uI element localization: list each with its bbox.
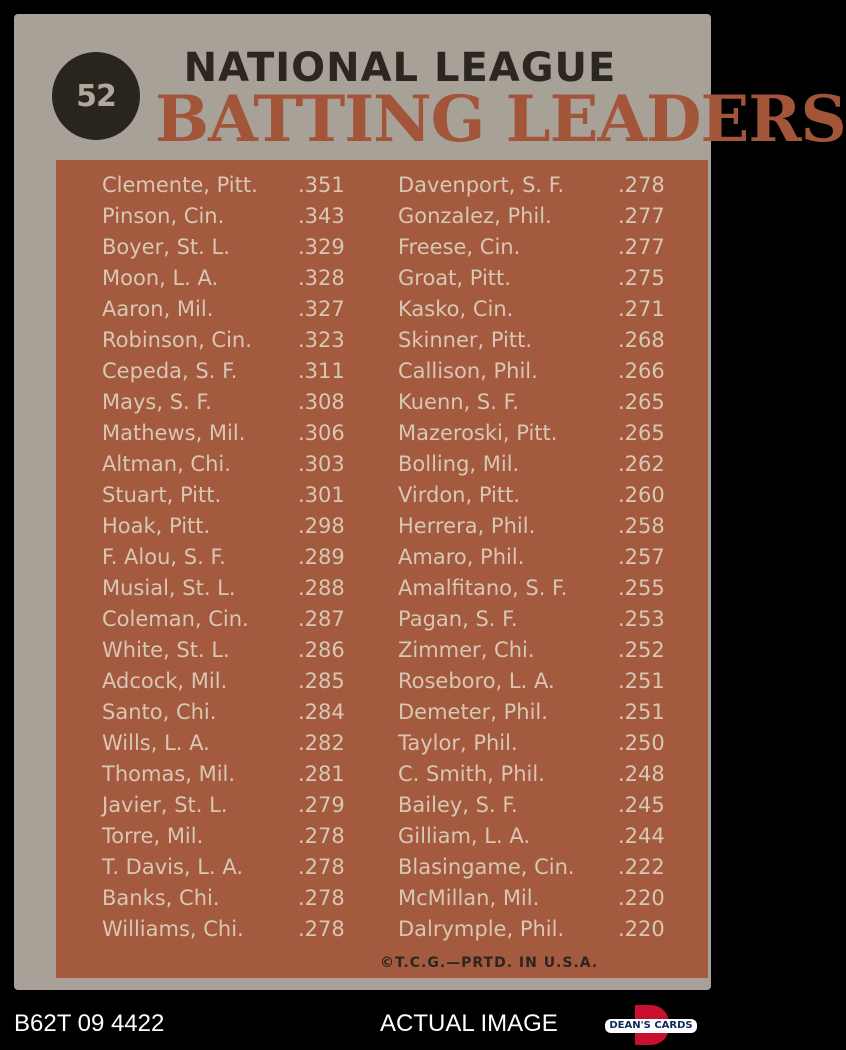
left-batting-average: .343 [298,204,345,228]
right-batting-average: .251 [618,700,665,724]
right-player-name: Gilliam, L. A. [398,824,531,848]
left-player-name: Boyer, St. L. [102,235,230,259]
logo-text: DEAN'S CARDS [605,1019,697,1033]
left-batting-average: .278 [298,917,345,941]
right-batting-average: .250 [618,731,665,755]
right-player-name: Zimmer, Chi. [398,638,535,662]
right-player-name: Demeter, Phil. [398,700,548,724]
left-batting-average: .287 [298,607,345,631]
left-player-name: Adcock, Mil. [102,669,228,693]
left-batting-average: .311 [298,359,345,383]
right-batting-average: .244 [618,824,665,848]
right-player-name: Freese, Cin. [398,235,521,259]
left-batting-average: .281 [298,762,345,786]
right-batting-average: .257 [618,545,665,569]
card-number-badge [52,52,140,140]
left-player-name: Torre, Mil. [102,824,204,848]
left-batting-average: .328 [298,266,345,290]
left-player-name: Hoak, Pitt. [102,514,211,538]
right-names-column [398,170,575,945]
left-batting-average: .282 [298,731,345,755]
right-player-name: Mazeroski, Pitt. [398,421,558,445]
right-player-name: Pagan, S. F. [398,607,518,631]
left-player-name: Cepeda, S. F. [102,359,238,383]
right-batting-average: .220 [618,886,665,910]
right-player-name: Roseboro, L. A. [398,669,555,693]
right-batting-average: .271 [618,297,665,321]
right-batting-average: .277 [618,235,665,259]
left-batting-average: .289 [298,545,345,569]
left-batting-average: .323 [298,328,345,352]
right-batting-average: .245 [618,793,665,817]
right-player-name: Kuenn, S. F. [398,390,519,414]
left-player-name: Moon, L. A. [102,266,219,290]
right-player-name: Kasko, Cin. [398,297,514,321]
left-player-name: Robinson, Cin. [102,328,252,352]
right-batting-average: .248 [618,762,665,786]
right-batting-average: .262 [618,452,665,476]
left-batting-average: .308 [298,390,345,414]
league-title: NATIONAL LEAGUE [183,45,617,91]
left-batting-average: .278 [298,855,345,879]
left-player-name: Musial, St. L. [102,576,236,600]
right-player-name: Dalrymple, Phil. [398,917,565,941]
left-player-name: T. Davis, L. A. [102,855,244,879]
left-player-name: Pinson, Cin. [102,204,225,228]
right-player-name: Callison, Phil. [398,359,538,383]
right-batting-average: .251 [618,669,665,693]
cert-code: B62T 09 4422 [14,1010,165,1037]
left-batting-average: .286 [298,638,345,662]
right-player-name: Virdon, Pitt. [398,483,521,507]
left-player-name: Coleman, Cin. [102,607,249,631]
left-batting-average: .301 [298,483,345,507]
left-batting-average: .278 [298,824,345,848]
left-batting-average: .351 [298,173,345,197]
left-player-name: Clemente, Pitt. [102,173,258,197]
left-player-name: Javier, St. L. [102,793,228,817]
right-batting-average: .253 [618,607,665,631]
right-player-name: Taylor, Phil. [398,731,518,755]
right-batting-average: .252 [618,638,665,662]
right-player-name: C. Smith, Phil. [398,762,545,786]
deans-cards-logo [605,1005,697,1045]
left-batting-average: .279 [298,793,345,817]
right-batting-average: .260 [618,483,665,507]
right-player-name: Amalfitano, S. F. [398,576,568,600]
left-batting-average: .285 [298,669,345,693]
right-player-name: Bailey, S. F. [398,793,518,817]
right-player-name: Herrera, Phil. [398,514,536,538]
right-player-name: McMillan, Mil. [398,886,540,910]
footer-bar [0,1000,725,1050]
left-player-name: Williams, Chi. [102,917,244,941]
left-batting-average: .329 [298,235,345,259]
right-player-name: Amaro, Phil. [398,545,525,569]
left-player-name: Mathews, Mil. [102,421,246,445]
left-batting-average: .303 [298,452,345,476]
main-title: BATTING LEADERS [155,82,846,157]
left-player-name: Thomas, Mil. [102,762,236,786]
right-player-name: Gonzalez, Phil. [398,204,552,228]
right-player-name: Groat, Pitt. [398,266,511,290]
left-averages-column [298,170,345,945]
card-number: 52 [76,78,116,114]
left-player-name: Altman, Chi. [102,452,231,476]
left-batting-average: .288 [298,576,345,600]
right-batting-average: .266 [618,359,665,383]
left-batting-average: .327 [298,297,345,321]
left-names-column [102,170,258,945]
right-batting-average: .220 [618,917,665,941]
right-player-name: Blasingame, Cin. [398,855,575,879]
left-batting-average: .306 [298,421,345,445]
right-averages-column [618,170,665,945]
right-batting-average: .255 [618,576,665,600]
right-batting-average: .268 [618,328,665,352]
right-batting-average: .265 [618,421,665,445]
actual-image-label: ACTUAL IMAGE [380,1010,558,1037]
left-batting-average: .298 [298,514,345,538]
right-player-name: Bolling, Mil. [398,452,520,476]
left-batting-average: .284 [298,700,345,724]
right-batting-average: .277 [618,204,665,228]
left-player-name: Aaron, Mil. [102,297,214,321]
right-batting-average: .278 [618,173,665,197]
left-batting-average: .278 [298,886,345,910]
left-player-name: Mays, S. F. [102,390,212,414]
left-player-name: Stuart, Pitt. [102,483,222,507]
right-player-name: Skinner, Pitt. [398,328,533,352]
right-batting-average: .222 [618,855,665,879]
left-player-name: Wills, L. A. [102,731,210,755]
left-player-name: White, St. L. [102,638,230,662]
right-batting-average: .258 [618,514,665,538]
right-batting-average: .275 [618,266,665,290]
right-player-name: Davenport, S. F. [398,173,565,197]
left-player-name: F. Alou, S. F. [102,545,226,569]
right-batting-average: .265 [618,390,665,414]
left-player-name: Banks, Chi. [102,886,220,910]
copyright-line: ©T.C.G.—PRTD. IN U.S.A. [380,955,599,971]
left-player-name: Santo, Chi. [102,700,217,724]
